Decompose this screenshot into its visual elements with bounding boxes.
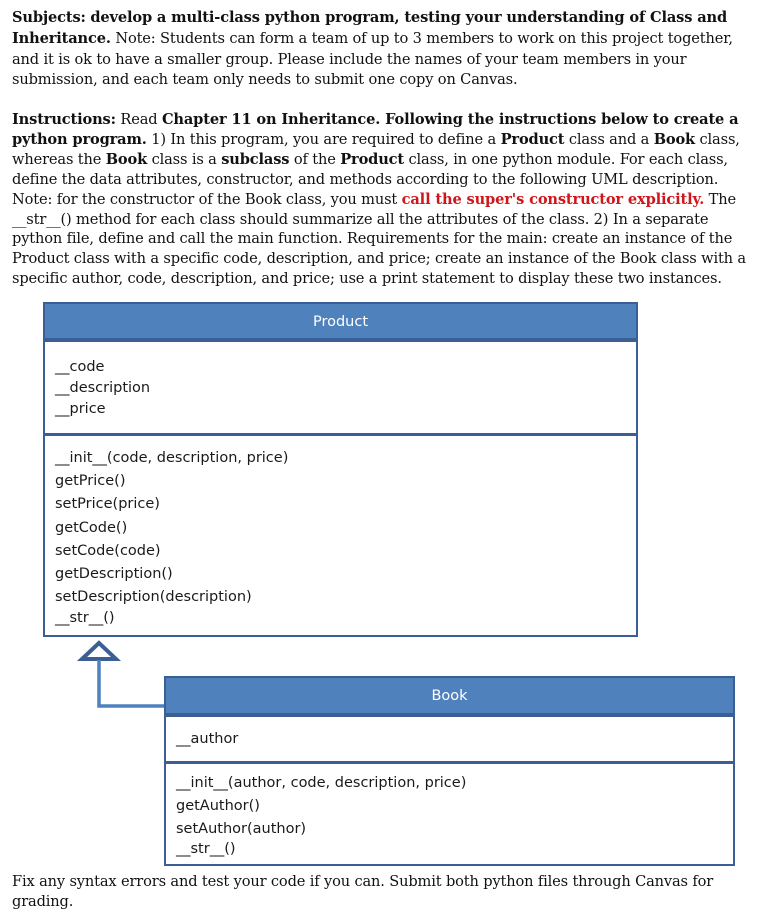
method-set-author: setAuthor(author) — [176, 821, 307, 837]
inheritance-connector — [99, 660, 166, 706]
method-set-code: setCode(code) — [55, 542, 161, 559]
subjects-text: develop a multi-class python program, testing your understanding of Class and Inheritance. — [12, 9, 728, 47]
book-uml-class — [164, 676, 735, 866]
method-str: __str__() — [55, 610, 115, 627]
inheritance-arrowhead — [82, 643, 116, 659]
book-methods — [166, 761, 733, 858]
instructions-read: Read — [120, 111, 158, 128]
instructions-text-3: class, whereas the — [12, 130, 740, 168]
instructions-text-2: class and a — [568, 130, 650, 148]
method-set-description: setDescription(description) — [55, 589, 252, 606]
product-class-name: Product — [45, 304, 636, 342]
method-get-description: getDescription() — [55, 566, 173, 583]
product-term-1: Product — [500, 130, 565, 148]
instructions-text-1: 1) In this program, you are required to define a — [151, 130, 497, 148]
attribute-author: __author — [176, 731, 239, 747]
instructions-text-4: class is a — [151, 150, 217, 168]
method-set-price: setPrice(price) — [55, 496, 160, 513]
subjects-note: Note: Students can form a team of up to 3 members to work on this project together, and it is ok to have a smaller group. Please include the names of your team members in your submission, and each team only needs to submit one copy on Canvas. — [12, 29, 733, 89]
super-constructor-emphasis: call the super's constructor explicitly. — [401, 190, 705, 208]
instructions-label: Instructions: — [12, 111, 116, 128]
attribute-code: __code — [55, 359, 105, 375]
footer-paragraph: Fix any syntax errors and test your code if you can. Submit both python files through Canvas for grading. — [12, 873, 714, 910]
method-str-book: __str__() — [176, 841, 236, 857]
attribute-price: __price — [55, 401, 106, 417]
book-class-name: Book — [166, 678, 733, 717]
product-term-2: Product — [340, 150, 404, 168]
subclass-term: subclass — [221, 150, 290, 168]
subjects-label: Subjects: — [12, 9, 86, 26]
instructions-chapter: Chapter 11 on Inheritance. Following the instructions below to create a python program. — [12, 111, 739, 148]
instructions-text-5: of the — [293, 150, 336, 168]
instructions-text-7: The __str__() method for each class should summarize all the attributes of the class. 2) In a separate python file, define and call the main function. Requirements for the main: create an instance of the Product class with a specific code, description, and price; create an instance of the Book class with a specific author, code, description, and price; use a print statement to display these two instances. — [12, 190, 746, 288]
method-get-author: getAuthor() — [176, 798, 260, 814]
method-get-price: getPrice() — [55, 473, 126, 490]
book-term-2: Book — [105, 150, 148, 168]
book-attributes — [166, 717, 733, 761]
method-init: __init__(code, description, price) — [55, 450, 289, 466]
method-get-code: getCode() — [55, 519, 128, 536]
method-init-book: __init__(author, code, description, price) — [176, 775, 467, 791]
book-term-1: Book — [653, 130, 696, 148]
instructions-text-6: class, in one python module. For each class, define the data attributes, constructor, and methods according to the following UML description. Note: for the constructor of the Book class, you must — [12, 150, 728, 208]
attribute-description: __description — [55, 380, 151, 396]
